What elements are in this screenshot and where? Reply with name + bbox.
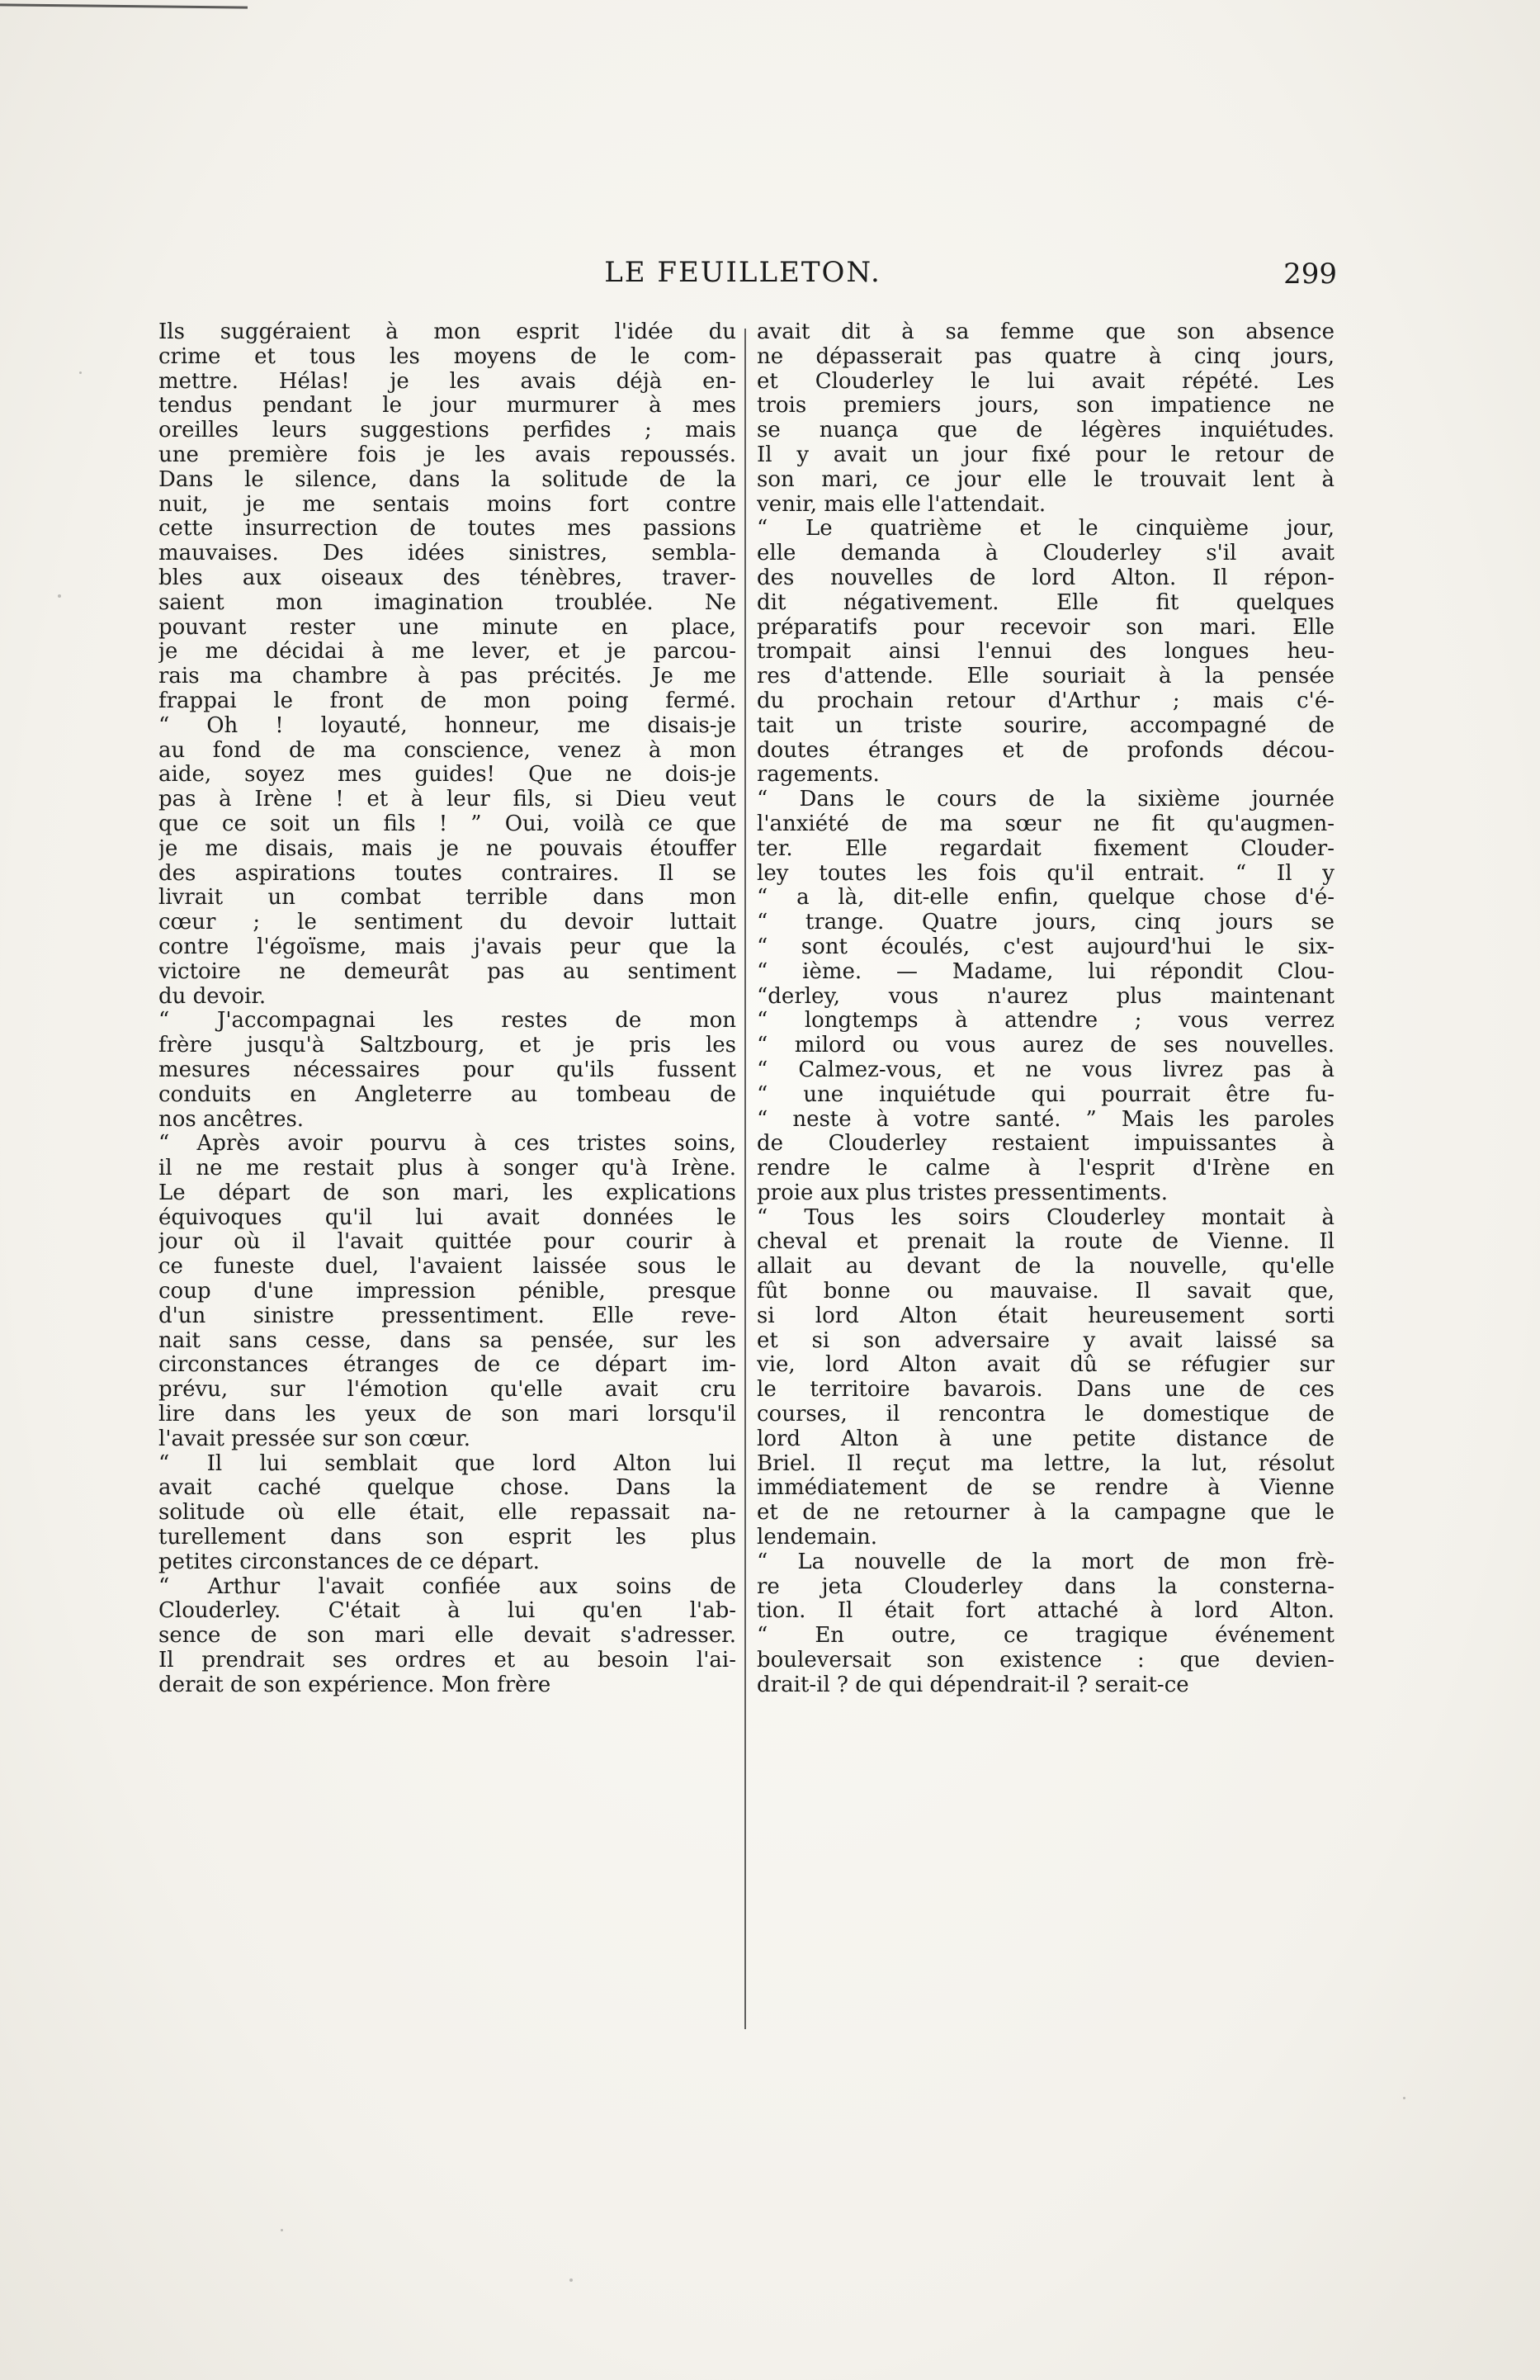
text-line: bles aux oiseaux des ténèbres, traver- <box>158 565 736 590</box>
text-line: “ trange. Quatre jours, cinq jours se <box>757 911 1335 935</box>
text-line: lire dans les yeux de son mari lorsqu'il <box>158 1403 736 1427</box>
text-line: avait dit à sa femme que son absence <box>757 320 1335 344</box>
text-line: l'anxiété de ma sœur ne fit qu'augmen- <box>757 811 1335 836</box>
text-line: Il y avait un jour fixé pour le retour de <box>757 442 1335 467</box>
text-line: “ a là, dit-elle enfin, quelque chose d'é- <box>757 886 1335 911</box>
text-line: ragements. <box>757 763 880 788</box>
text-line: je me décidai à me lever, et je parcou- <box>158 640 736 665</box>
text-line: “ Arthur l'avait confiée aux soins de <box>158 1574 736 1599</box>
text-line: coup d'une impression pénible, presque <box>158 1280 736 1304</box>
scan-edge-rule <box>0 3 248 8</box>
text-line: elle demanda à Clouderley s'il avait <box>757 542 1335 566</box>
text-line: saient mon imagination troublée. Ne <box>158 590 736 615</box>
text-line: “ Calmez-vous, et ne vous livrez pas à <box>757 1058 1335 1082</box>
text-line: le territoire bavarois. Dans une de ces <box>757 1378 1335 1403</box>
text-line: turellement dans son esprit les plus <box>158 1526 736 1550</box>
text-line: lord Alton à une petite distance de <box>757 1427 1335 1451</box>
text-line: d'un sinistre pressentiment. Elle reve- <box>158 1304 736 1328</box>
scan-speck <box>79 371 82 374</box>
text-line: “ Le quatrième et le cinquième jour, <box>757 517 1335 542</box>
text-line: mauvaises. Des idées sinistres, sembla- <box>158 542 736 566</box>
text-line: se nuança que de légères inquiétudes. <box>757 419 1335 443</box>
text-line: ley toutes les fois qu'il entrait. “ Il y <box>757 861 1335 886</box>
text-line: circonstances étranges de ce départ im- <box>158 1353 736 1378</box>
text-line: des nouvelles de lord Alton. Il répon- <box>757 565 1335 590</box>
text-line: trois premiers jours, son impatience ne <box>757 394 1335 419</box>
text-line: Dans le silence, dans la solitude de la <box>158 467 736 492</box>
text-line: prévu, sur l'émotion qu'elle avait cru <box>158 1378 736 1403</box>
text-line: nait sans cesse, dans sa pensée, sur les <box>158 1328 736 1353</box>
text-line: si lord Alton était heureusement sorti <box>757 1304 1335 1328</box>
text-line: crime et tous les moyens de le com- <box>158 344 736 369</box>
text-line: petites circonstances de ce départ. <box>158 1550 540 1574</box>
text-line: Briel. Il reçut ma lettre, la lut, résolut <box>757 1451 1335 1476</box>
text-line: tendus pendant le jour murmurer à mes <box>158 394 736 419</box>
column-divider <box>744 329 746 2029</box>
text-line: fût bonne ou mauvaise. Il savait que, <box>757 1280 1335 1304</box>
text-line: rais ma chambre à pas précités. Je me <box>158 665 736 689</box>
text-line: re jeta Clouderley dans la consterna- <box>757 1574 1335 1599</box>
text-line: cœur ; le sentiment du devoir luttait <box>158 911 736 935</box>
text-line: res d'attende. Elle souriait à la pensée <box>757 665 1335 689</box>
text-line: oreilles leurs suggestions perfides ; mais <box>158 419 736 443</box>
text-line: Clouderley. C'était à lui qu'en l'ab- <box>158 1599 736 1624</box>
text-line: allait au devant de la nouvelle, qu'elle <box>757 1255 1335 1280</box>
text-line: équivoques qu'il lui avait données le <box>158 1205 736 1230</box>
text-line: vie, lord Alton avait dû se réfugier sur <box>757 1353 1335 1378</box>
text-line: “ sont écoulés, c'est aujourd'hui le six- <box>757 934 1335 959</box>
text-line: nos ancêtres. <box>158 1107 305 1132</box>
text-line: bouleversait son existence : que devien- <box>757 1649 1335 1673</box>
text-line: des aspirations toutes contraires. Il se <box>158 861 736 886</box>
text-line: nuit, je me sentais moins fort contre <box>158 492 736 517</box>
text-line: une première fois je les avais repoussés. <box>158 442 736 467</box>
text-line: “ neste à votre santé. ” Mais les paroles <box>757 1107 1335 1132</box>
text-line: l'avait pressée sur son cœur. <box>158 1427 471 1451</box>
text-line: mettre. Hélas! je les avais déjà en- <box>158 369 736 394</box>
text-line: frappai le front de mon poing fermé. <box>158 688 736 713</box>
text-line: préparatifs pour recevoir son mari. Elle <box>757 615 1335 640</box>
text-line: lendemain. <box>757 1526 877 1550</box>
left-column <box>158 320 736 1698</box>
text-line: de Clouderley restaient impuissantes à <box>757 1132 1335 1157</box>
text-line: ter. Elle regardait fixement Clouder- <box>757 836 1335 861</box>
text-line: immédiatement de se rendre à Vienne <box>757 1476 1335 1501</box>
text-line: du prochain retour d'Arthur ; mais c'é- <box>757 688 1335 713</box>
text-line: Il prendrait ses ordres et au besoin l'ai- <box>158 1649 736 1673</box>
text-line: ne dépasserait pas quatre à cinq jours, <box>757 344 1335 369</box>
text-line: cette insurrection de toutes mes passions <box>158 517 736 542</box>
text-line: victoire ne demeurât pas au sentiment <box>158 959 736 984</box>
text-line: Le départ de son mari, les explications <box>158 1181 736 1205</box>
text-line: je me disais, mais je ne pouvais étouffer <box>158 836 736 861</box>
text-line: conduits en Angleterre au tombeau de <box>158 1082 736 1107</box>
text-line: que ce soit un fils ! ” Oui, voilà ce que <box>158 811 736 836</box>
text-line: jour où il l'avait quittée pour courir à <box>158 1230 736 1255</box>
text-line: “ ième. — Madame, lui répondit Clou- <box>757 959 1335 984</box>
text-line: “ En outre, ce tragique événement <box>757 1624 1335 1649</box>
text-line: il ne me restait plus à songer qu'à Irène. <box>158 1157 736 1181</box>
text-line: cheval et prenait la route de Vienne. Il <box>757 1230 1335 1255</box>
text-columns <box>158 320 1347 2037</box>
scan-speck <box>58 594 61 598</box>
text-line: “ La nouvelle de la mort de mon frè- <box>757 1550 1335 1574</box>
text-line: mesures nécessaires pour qu'ils fussent <box>158 1058 736 1082</box>
text-line: derait de son expérience. Mon frère <box>158 1673 551 1697</box>
text-line: proie aux plus tristes pressentiments. <box>757 1181 1169 1205</box>
running-title: LE FEUILLETON. <box>604 256 881 289</box>
text-line: “ Il lui semblait que lord Alton lui <box>158 1451 736 1476</box>
text-line: “ longtemps à attendre ; vous verrez <box>757 1009 1335 1034</box>
text-line: “derley, vous n'aurez plus maintenant <box>757 984 1335 1009</box>
text-line: “ milord ou vous aurez de ses nouvelles. <box>757 1034 1335 1058</box>
text-line: pouvant rester une minute en place, <box>158 615 736 640</box>
text-line: et Clouderley le lui avait répété. Les <box>757 369 1335 394</box>
text-line: et si son adversaire y avait laissé sa <box>757 1328 1335 1353</box>
text-line: livrait un combat terrible dans mon <box>158 886 736 911</box>
text-line: aide, soyez mes guides! Que ne dois-je <box>158 763 736 788</box>
text-line: et de ne retourner à la campagne que le <box>757 1501 1335 1526</box>
page-header <box>149 256 1337 296</box>
text-line: pas à Irène ! et à leur fils, si Dieu veut <box>158 788 736 812</box>
scan-speck <box>569 2278 573 2282</box>
text-line: “ Tous les soirs Clouderley montait à <box>757 1205 1335 1230</box>
text-line: dit négativement. Elle fit quelques <box>757 590 1335 615</box>
text-line: tion. Il était fort attaché à lord Alton. <box>757 1599 1335 1624</box>
text-line: frère jusqu'à Saltzbourg, et je pris les <box>158 1034 736 1058</box>
text-line: “ Oh ! loyauté, honneur, me disais-je <box>158 713 736 738</box>
text-line: trompait ainsi l'ennui des longues heu- <box>757 640 1335 665</box>
page-number: 299 <box>1283 258 1337 291</box>
text-line: drait-il ? de qui dépendrait-il ? serait-ce <box>757 1673 1189 1697</box>
text-line: tait un triste sourire, accompagné de <box>757 713 1335 738</box>
scan-speck <box>1403 2097 1405 2099</box>
text-line: rendre le calme à l'esprit d'Irène en <box>757 1157 1335 1181</box>
text-line: au fond de ma conscience, venez à mon <box>158 738 736 763</box>
text-line: “ une inquiétude qui pourrait être fu- <box>757 1082 1335 1107</box>
text-line: doutes étranges et de profonds décou- <box>757 738 1335 763</box>
text-line: “ J'accompagnai les restes de mon <box>158 1009 736 1034</box>
text-line: ce funeste duel, l'avaient laissée sous le <box>158 1255 736 1280</box>
text-line: “ Dans le cours de la sixième journée <box>757 788 1335 812</box>
text-line: venir, mais elle l'attendait. <box>757 492 1046 517</box>
right-column <box>757 320 1335 1698</box>
text-line: du devoir. <box>158 984 267 1009</box>
text-line: avait caché quelque chose. Dans la <box>158 1476 736 1501</box>
text-line: contre l'égoïsme, mais j'avais peur que la <box>158 934 736 959</box>
text-line: “ Après avoir pourvu à ces tristes soins, <box>158 1132 736 1157</box>
text-line: son mari, ce jour elle le trouvait lent à <box>757 467 1335 492</box>
scan-speck <box>281 2229 283 2231</box>
text-line: Ils suggéraient à mon esprit l'idée du <box>158 320 736 344</box>
text-line: solitude où elle était, elle repassait na- <box>158 1501 736 1526</box>
text-line: sence de son mari elle devait s'adresser. <box>158 1624 736 1649</box>
text-line: courses, il rencontra le domestique de <box>757 1403 1335 1427</box>
